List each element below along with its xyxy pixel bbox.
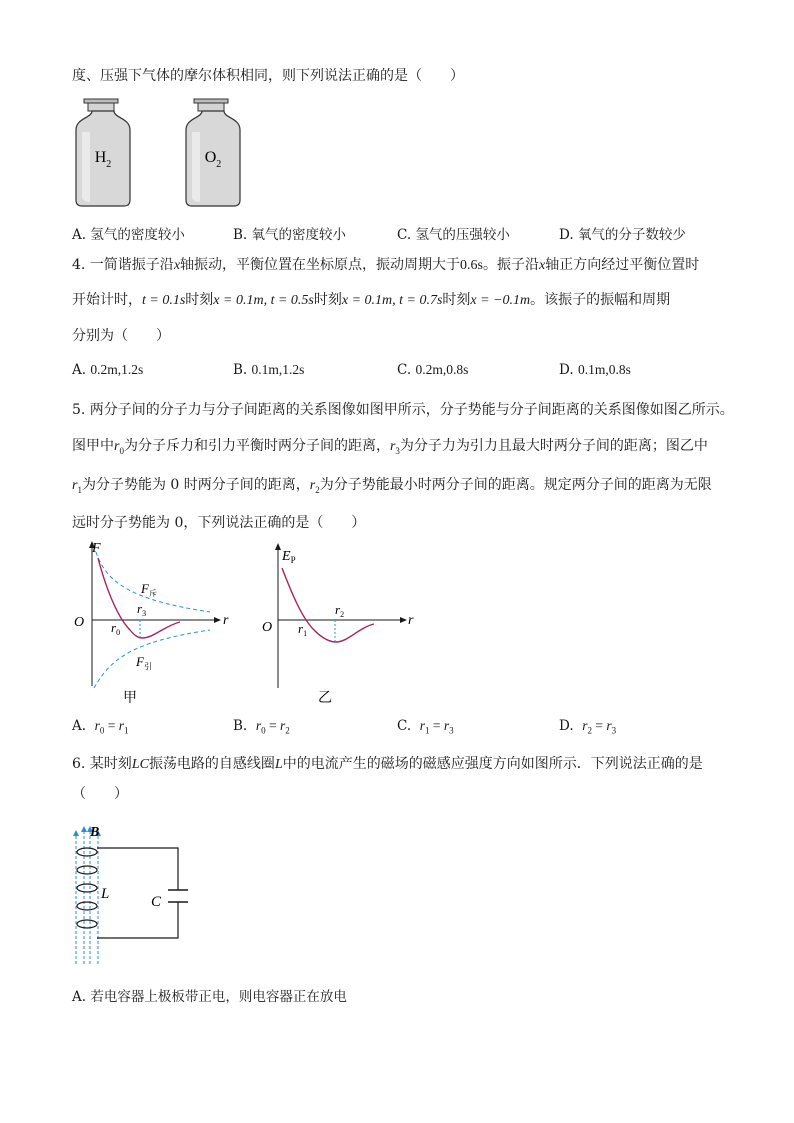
gas-bottles-figure bbox=[70, 96, 270, 211]
bottle-h2-label: $H_2$ bbox=[94, 149, 112, 170]
q3-option-b[interactable]: B. 氧气的密度较小 bbox=[233, 227, 347, 243]
potential-energy-curve bbox=[282, 568, 374, 642]
q5-option-d[interactable]: D. $r_2 = r_3$ bbox=[559, 718, 617, 736]
label-r3: $r_3$ bbox=[137, 601, 147, 618]
label-c: C bbox=[151, 894, 162, 910]
label-r1: $r_1$ bbox=[298, 621, 308, 638]
q4-option-c[interactable]: C. 0.2m,0.8s bbox=[397, 362, 469, 378]
q4-option-b[interactable]: B. 0.1m,1.2s bbox=[233, 362, 305, 378]
origin-label: O bbox=[74, 615, 85, 630]
q4-line-1: 4. 一简谐振子沿x轴振动，平衡位置在坐标原点，振动周期大于0.6s。振子沿x轴正方向经过平衡位置时 bbox=[72, 257, 700, 273]
q4-option-a[interactable]: A. 0.2m,1.2s bbox=[72, 362, 144, 378]
label-l: L bbox=[101, 886, 110, 902]
force-distance-graph bbox=[68, 538, 238, 708]
potential-energy-graph bbox=[258, 538, 418, 708]
q3-option-c[interactable]: C. 氢气的压强较小 bbox=[397, 227, 510, 243]
bottle-o2 bbox=[186, 99, 240, 206]
q6-option-a[interactable]: A. 若电容器上极板带正电，则电容器正在放电 bbox=[72, 989, 347, 1005]
q3-option-a[interactable]: A. 氢气的密度较小 bbox=[72, 227, 185, 243]
axis-label-f: F bbox=[92, 541, 101, 556]
caption-jia: 甲 bbox=[123, 691, 137, 706]
bottle-o2-label: $O_2$ bbox=[204, 149, 222, 170]
q3-stem-tail: 度、压强下气体的摩尔体积相同，则下列说法正确的是（ ） bbox=[72, 68, 464, 84]
q4-option-d[interactable]: D. 0.1m,0.8s bbox=[559, 362, 631, 378]
label-f-att: $F_引$ bbox=[136, 654, 152, 671]
q5-line-4: 远时分子势能为 0，下列说法正确的是（ ） bbox=[72, 515, 366, 531]
q6-line-1: 6. 某时刻LC振荡电路的自感线圈L中的电流产生的磁场的磁感应强度方向如图所示．下列说法正确的是 bbox=[72, 756, 703, 772]
q5-option-c[interactable]: C. $r_1 = r_3$ bbox=[397, 718, 454, 736]
label-r0: $r_0$ bbox=[111, 620, 121, 637]
origin-label: O bbox=[262, 620, 273, 635]
inductor-coil bbox=[77, 848, 97, 928]
q5-line-1: 5. 两分子间的分子力与分子间距离的关系图像如图甲所示，分子势能与分子间距离的关系图像如图乙所示。 bbox=[72, 402, 734, 418]
attractive-force-curve bbox=[94, 630, 210, 688]
q4-line-3: 分别为（ ） bbox=[72, 328, 170, 344]
q5-option-a[interactable]: A. $r_0 = r_1$ bbox=[72, 718, 129, 736]
q5-option-b[interactable]: B. $r_0 = r_2$ bbox=[233, 718, 290, 736]
bottle-h2 bbox=[76, 99, 130, 206]
lc-circuit-figure bbox=[70, 818, 200, 968]
q5-line-3: $r_1$为分子势能为 0 时两分子间的距离，$r_2$为分子势能最小时两分子间的距离。规定两分子间的距离为无限 bbox=[72, 477, 712, 495]
label-f-rep: $F_斥$ bbox=[141, 581, 157, 598]
q6-line-2: （ ） bbox=[72, 786, 128, 802]
q4-line-2: 开始计时，t = 0.1s时刻x = 0.1m, t = 0.5s时刻x = 0.1m, t = 0.7s时刻x = −0.1m。该振子的振幅和周期 bbox=[72, 292, 671, 308]
caption-yi: 乙 bbox=[318, 691, 332, 706]
label-b: B bbox=[90, 825, 100, 840]
label-r2: $r_2$ bbox=[335, 602, 345, 619]
q5-line-2: 图甲中$r_0$为分子斥力和引力平衡时两分子间的距离，$r_3$为分子力为引力且最大时两分子间的距离；图乙中 bbox=[72, 438, 708, 456]
axis-label-r: r bbox=[408, 613, 414, 628]
axis-label-ep: $E_P$ bbox=[282, 549, 296, 565]
q3-option-d[interactable]: D. 氧气的分子数较少 bbox=[559, 227, 686, 243]
axis-label-r: r bbox=[223, 613, 229, 628]
